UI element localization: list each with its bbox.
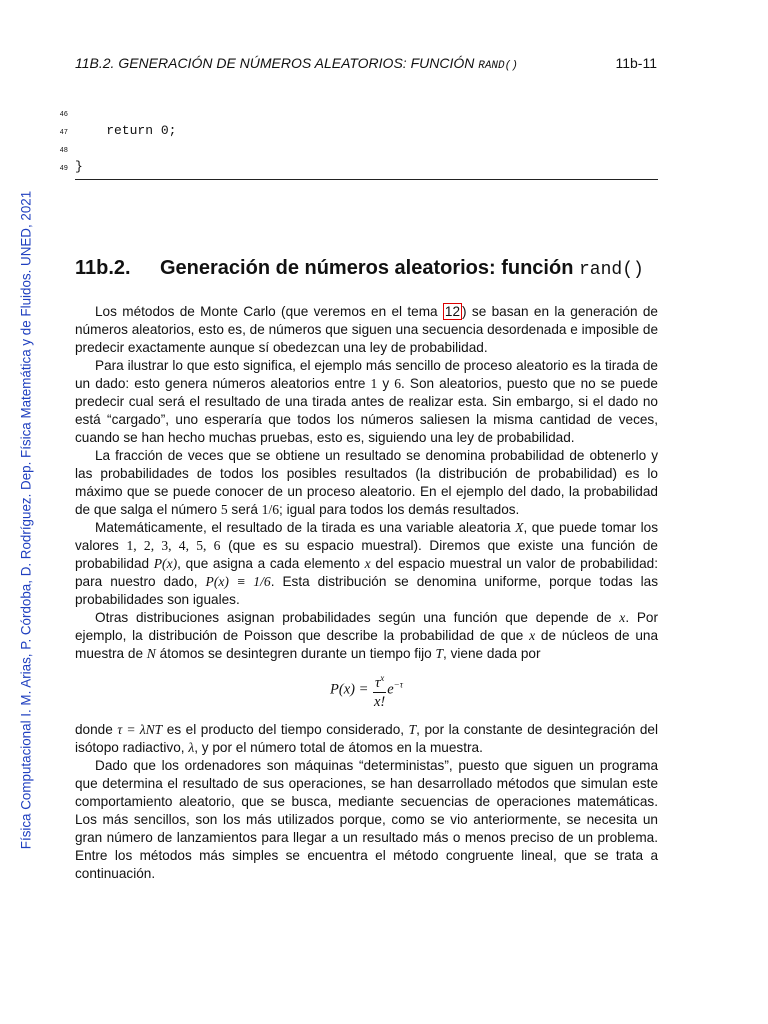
header-title-code: RAND() — [478, 60, 518, 72]
code-bottom-rule — [75, 179, 658, 180]
section-title: Generación de números aleatorios: función — [160, 257, 574, 279]
paragraph: Los métodos de Monte Carlo (que veremos en el tema 12 ) se basan en la generación de números aleatorios, esto es, de números que siguen una secuencia desordenada e imposible de predecir exactamente aunque sí obedezcan una ley de probabilidad. — [75, 304, 658, 355]
poisson-formula: P(x) = $\frac{\tau^x}{x!}$ $e^{-\tau}$ — [75, 669, 658, 713]
running-header — [75, 55, 657, 72]
header-title: 11B.2. GENERACIÓN DE NÚMEROS ALEATORIOS: FUNCIÓN — [75, 55, 475, 71]
paragraph: Matemáticamente, el resultado de la tirada es una variable aleatoria X, que puede tomar los valores 1, 2, 3, 4, 5, 6 (que es su espacio muestral). Diremos que existe una función de probabilidad P(x), que asigna a cada elemento x del espacio muestral un valor de probabilidad: para nuestro dado, P(x) ≡ 1/6. Esta distribución se denomina uniforme, porque todas las probabilidades son iguales. — [75, 520, 658, 607]
line-number: 47 — [59, 129, 68, 137]
code-line: return 0; — [75, 123, 177, 138]
paragraph: La fracción de veces que se obtiene un resultado se denomina probabilidad de obtenerlo y las probabilidades de todos los posibles resultados (la distribución de probabilidad) es lo máximo que se puede conocer de un proceso aleatorio. En el ejemplo del dado, la probabilidad de que salga el número 5 será 1/6; igual para todos los demás resultados. — [75, 448, 658, 517]
paragraph: donde τ = λNT es el producto del tiempo considerado, T, por la constante de desintegración del isótopo radiactivo, λ, y por el número total de átomos en la muestra. — [75, 722, 659, 755]
line-number: 46 — [59, 111, 68, 119]
line-number: 48 — [59, 147, 68, 155]
chapter-reference-link[interactable]: 12 — [444, 304, 461, 319]
section-number: 11b.2. — [75, 257, 131, 279]
body-text — [75, 303, 658, 883]
paragraph: Para ilustrar lo que esto significa, el ejemplo más sencillo de proceso aleatorio es la tirada de un dado: esto genera números aleatorios entre 1 y 6. Son aleatorios, puesto que no se puede predecir cual será el resultado de una tirada antes de realizar esta. Sin embargo, si el dado no está “cargado”, uno esperaría que todos los números saliesen la misma cantidad de veces, cuando se han hecho muchas pruebas, esto es, siguiendo una ley de probabilidad. — [75, 358, 658, 445]
code-line: } — [75, 159, 83, 174]
paragraph: Dado que los ordenadores son máquinas “deterministas”, puesto que siguen un programa que determina el resultado de sus operaciones, se han desarrollado métodos que simulan este comportamiento aleatorio, que se busca, mediante secuencias de operaciones matemáticas. Los más sencillos, son los más utilizados porque, como se vio anteriormente, se necesita un gran número de lanzamientos para llegar a un resultado más o menos preciso de un problema. Entre los métodos más simples se encuentra el método congruente lineal, que se trata a continuación. — [75, 758, 658, 881]
sidebar-credit-text: Física Computacional I. M. Arias, P. Córdoba, D. Rodríguez. Dep. Física Matemática y de Fluidos. UNED, 2021 — [18, 190, 34, 850]
line-number: 49 — [59, 165, 68, 173]
page-number: 11b-11 — [615, 55, 657, 71]
section-title-code: rand() — [578, 260, 644, 280]
paragraph: Otras distribuciones asignan probabilidades según una función que depende de x. Por ejemplo, la distribución de Poisson que describe la probabilidad de que x de núcleos de una muestra de N átomos se desintegren durante un tiempo fijo T, viene dada por — [75, 610, 659, 661]
section-heading — [75, 257, 644, 280]
